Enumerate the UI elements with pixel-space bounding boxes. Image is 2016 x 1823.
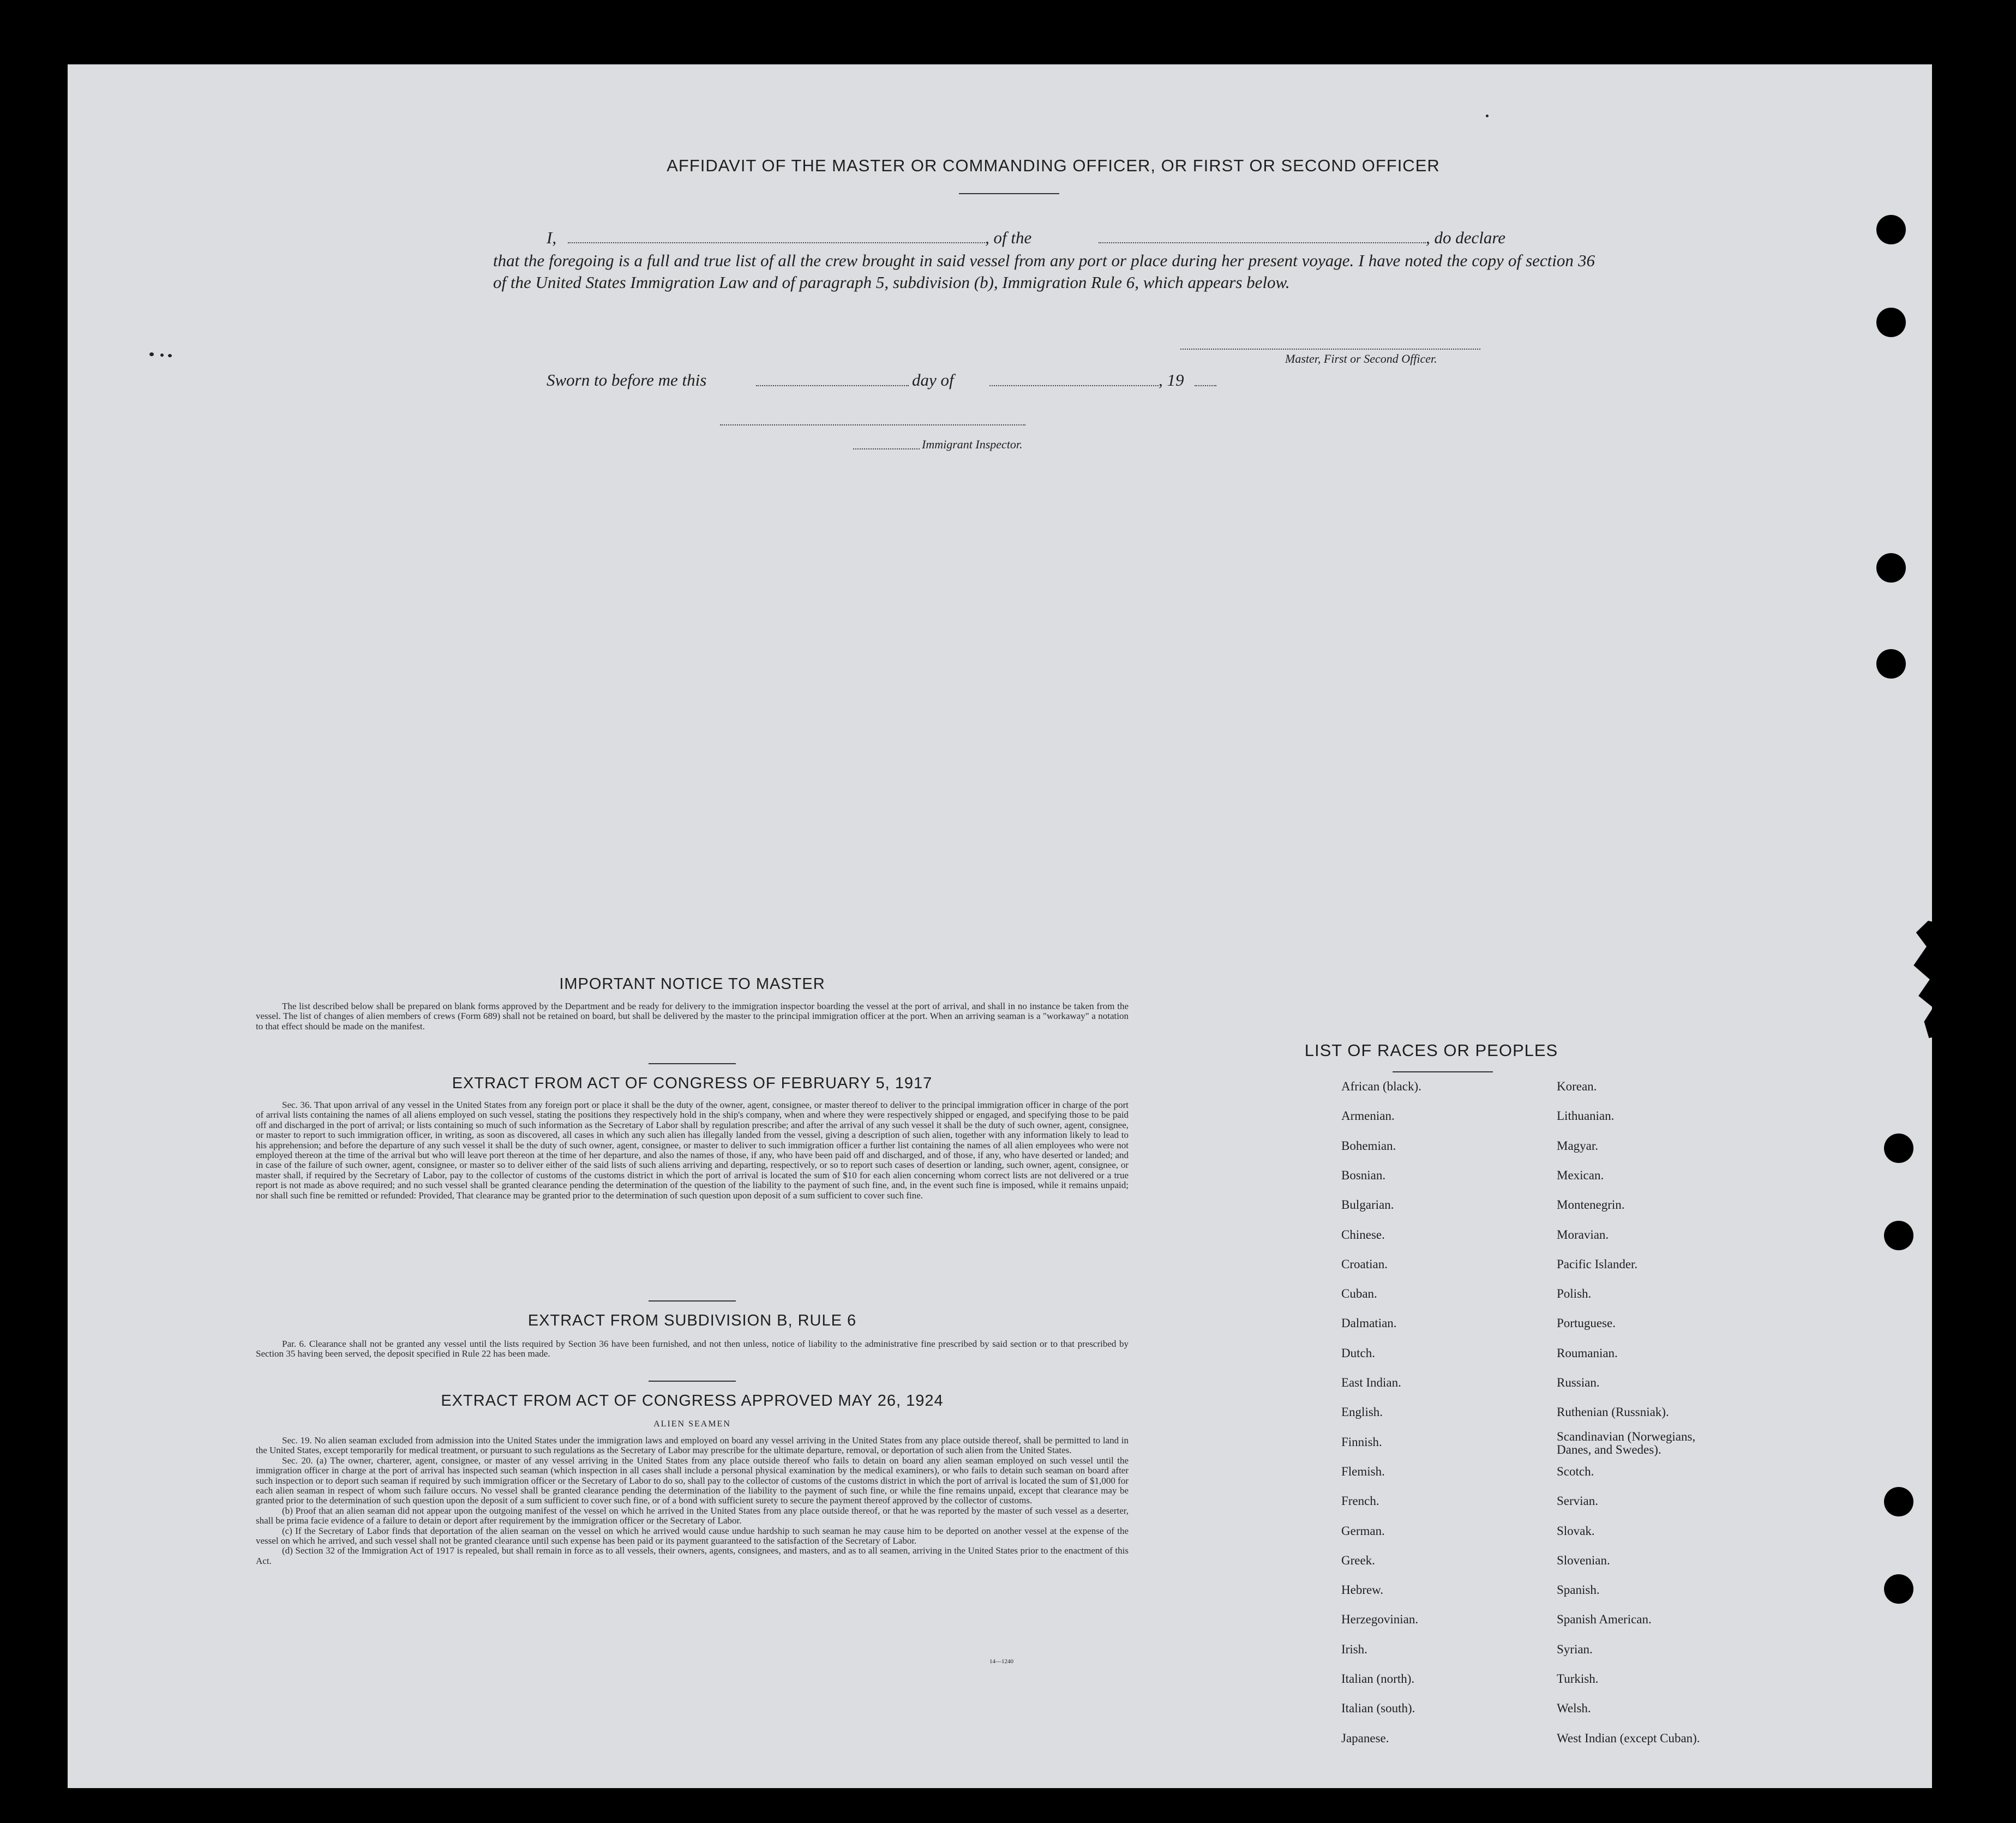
punch-hole	[1884, 1487, 1913, 1516]
punch-hole	[1876, 553, 1906, 583]
section-rule	[649, 1381, 736, 1382]
race-item: Korean.	[1557, 1080, 1597, 1093]
race-item: Lithuanian.	[1557, 1109, 1615, 1123]
extract3-subtitle: ALIEN SEAMEN	[653, 1419, 731, 1429]
document-page	[68, 64, 1932, 1788]
race-item: English.	[1341, 1405, 1383, 1419]
sec-20d-paragraph: (d) Section 32 of the Immigration Act of 1917 is repealed, but shall remain in force as to all vessels, their owners, agents, consignees, and masters, and as to all seamen, arriving in the United States prior to the enactment of this Act.	[256, 1545, 1129, 1566]
notice-text	[256, 1002, 1129, 1032]
race-item: Armenian.	[1341, 1109, 1395, 1123]
race-item: Turkish.	[1557, 1672, 1599, 1686]
master-label: Master, First or Second Officer.	[1285, 352, 1437, 365]
sec-19-paragraph: Sec. 19. No alien seaman excluded from admission into the United States under the immigration laws and employed on board any vessel arriving in the United States from any place outside thereof, shall be permitted to land in the United States, except temporarily for medical treatment, or pursuant to such regulations as the Secretary of Labor may prescribe for the ultimate departure, removal, or deportation of such alien from the United States.	[256, 1435, 1129, 1456]
race-item: Servian.	[1557, 1494, 1599, 1508]
year-blank	[1195, 385, 1216, 386]
race-item: Herzegovinian.	[1341, 1612, 1419, 1627]
extract2-text	[256, 1339, 1129, 1359]
race-item: Hebrew.	[1341, 1583, 1384, 1597]
race-item: Scotch.	[1557, 1464, 1594, 1478]
race-item: Portuguese.	[1557, 1316, 1616, 1330]
race-item: Russian.	[1557, 1376, 1600, 1389]
section-36-paragraph: Sec. 36. That upon arrival of any vessel in the United States from any foreign port or place it shall be the duty of the owner, agent, consignee, or master thereof to deliver to the principal immigration officer in charge of the port of arrival lists containing the names of all aliens employed on such vessel, stating the positions they respectively hold in the ship's company, when and where they were respectively shipped or engaged, and specifying those to be paid off and discharged in the port of arrival; or lists containing so much of such information as the Secretary of Labor shall by regulation prescribe; and after the arrival of any such vessel it shall be the duty of such owner, agent, consignee, or master to report to such immigration officer, in writing, as soon as discovered, all cases in which any such alien has illegally landed from the vessel, giving a description of such alien, together with any information likely to lead to his apprehension; and before the departure of any such vessel it shall be the duty of such owner, agent, consignee, or master to deliver to such immigration officer a further list containing the names of all alien employees who were not employed thereon at the time of the arrival but who will leave port thereon at the time of her departure, and also the names of those, if any, who have been paid off and discharged, and of those, if any, who have deserted or landed; and in case of the failure of such owner, agent, consignee, or master so to deliver either of the said lists of such aliens arriving and departing, respectively, or so to report such cases of desertion or landing, such owner, agent, consignee, or master shall, if required by the Secretary of Labor, pay to the collector of customs of the customs district in which the port of arrival is located the sum of $10 for each alien concerning whom correct lists are not delivered or a true report is not made as above required; and no such vessel shall be granted clearance pending the determination of the question of the liability to the payment of such fine, and, in the event such fine is imposed, while it remains unpaid; nor shall such fine be remitted or refunded: Provided, That clearance may be granted prior to the determination of such question upon deposit of a sum sufficient to cover such fine.	[256, 1100, 1129, 1201]
notice-paragraph: The list described below shall be prepared on blank forms approved by the Department and be ready for delivery to the immigration inspector boarding the vessel at the port of arrival, and shall in no instance be taken from the vessel. The list of changes of alien members of crews (Form 689) shall not be retained on board, but shall be delivered by the master to the principal immigration officer at the port. When an arriving seaman is a "workaway" a notation to that effect should be made on the manifest.	[256, 1001, 1129, 1032]
race-item: Italian (south).	[1341, 1701, 1415, 1716]
race-item: Spanish American.	[1557, 1612, 1652, 1627]
race-item: Irish.	[1341, 1642, 1367, 1656]
title-rule	[959, 193, 1059, 194]
race-item: Syrian.	[1557, 1642, 1593, 1656]
punch-hole	[1884, 1574, 1913, 1604]
sec-20c-paragraph: (c) If the Secretary of Labor finds that deportation of the alien seaman on the vessel on which he arrived would cause undue hardship to such seaman he may cause him to be deported on another vessel at the expense of the vessel on which he arrived, and such vessel shall not be granted clearance until such expense has been paid or its payment guaranteed to the satisfaction of the Secretary of Labor.	[256, 1525, 1129, 1546]
inspector-signature-line	[720, 424, 1025, 425]
race-item: French.	[1341, 1494, 1379, 1508]
race-item: Moravian.	[1557, 1227, 1609, 1242]
race-item: Cuban.	[1341, 1287, 1377, 1301]
race-item: Scandinavian (Norwegians, Danes, and Swedes).	[1557, 1429, 1696, 1456]
speck	[160, 353, 164, 357]
race-item: East Indian.	[1341, 1376, 1401, 1389]
race-item: Pacific Islander.	[1557, 1257, 1638, 1271]
punch-hole	[1876, 649, 1906, 679]
par-6-paragraph: Par. 6. Clearance shall not be granted any vessel until the lists required by Section 36 have been furnished, and not then unless, notice of liability to the administrative fine prescribed by said section or to that prescribed by Section 35 having been served, the deposit specified in Rule 22 has been made.	[256, 1339, 1129, 1359]
day-of-text: day of	[912, 370, 954, 389]
sworn-text: Sworn to before me this	[547, 370, 707, 389]
race-item: Roumanian.	[1557, 1346, 1618, 1360]
race-item: Dalmatian.	[1341, 1316, 1397, 1330]
affidavit-of-the: , of the	[985, 228, 1032, 247]
race-item: Bulgarian.	[1341, 1198, 1394, 1212]
races-title: LIST OF RACES OR PEOPLES	[1304, 1041, 1558, 1060]
name-blank	[568, 242, 985, 243]
race-item: Chinese.	[1341, 1227, 1385, 1242]
race-item: Polish.	[1557, 1287, 1592, 1301]
race-item: Croatian.	[1341, 1257, 1388, 1271]
punch-hole	[1884, 1221, 1913, 1250]
race-item: African (black).	[1341, 1080, 1421, 1093]
race-item: Spanish.	[1557, 1583, 1600, 1597]
extract2-title: EXTRACT FROM SUBDIVISION B, RULE 6	[527, 1312, 857, 1329]
race-item: Greek.	[1341, 1553, 1375, 1567]
notice-title: IMPORTANT NOTICE TO MASTER	[559, 975, 825, 993]
extract1-title: EXTRACT FROM ACT OF CONGRESS OF FEBRUARY 5, 1917	[452, 1075, 933, 1092]
sec-20a-paragraph: Sec. 20. (a) The owner, charterer, agent, consignee, or master of any vessel arriving in the United States from any place outside thereof who fails to detain on board any alien seaman employed on such vessel until the immigration officer in charge at the port of arrival has inspected such seaman (which inspection in all cases shall include a personal physical examination by the medical examiners), or who fails to detain such seaman on board after such inspection or to deport such seaman if required by such immigration officer or the Secretary of Labor to do so, shall pay to the collector of customs of the customs district in which the port of arrival is located the sum of $1,000 for each alien seaman in respect of whom such failure occurs. No vessel shall be granted clearance pending the determination of the liability to the payment of such fine, or while the fine remains unpaid, except that clearance may be granted prior to the determination of such question upon the deposit of a sum sufficient to cover such fine, or of a bond with sufficient surety to secure the payment thereof approved by the collector of customs.	[256, 1455, 1129, 1506]
race-item: Magyar.	[1557, 1138, 1599, 1153]
section-rule	[649, 1063, 736, 1064]
race-item: Italian (north).	[1341, 1672, 1415, 1686]
race-item: Ruthenian (Russniak).	[1557, 1405, 1669, 1419]
race-item: Mexican.	[1557, 1168, 1604, 1182]
affidavit-title: AFFIDAVIT OF THE MASTER OR COMMANDING OFFICER, OR FIRST OR SECOND OFFICER	[667, 156, 1440, 175]
race-item: Japanese.	[1341, 1731, 1389, 1745]
race-item: Flemish.	[1341, 1464, 1385, 1478]
vessel-blank	[1099, 242, 1426, 243]
extract1-text	[256, 1100, 1129, 1201]
race-item: Bosnian.	[1341, 1168, 1386, 1182]
extract3-text	[256, 1436, 1129, 1566]
affidavit-do-declare: , do declare	[1426, 228, 1506, 247]
inspector-label: Immigrant Inspector.	[922, 437, 1023, 451]
race-item: Dutch.	[1341, 1346, 1375, 1360]
section-rule	[649, 1300, 736, 1302]
master-signature-line	[1180, 349, 1480, 350]
race-item: Slovenian.	[1557, 1553, 1610, 1567]
race-item: Montenegrin.	[1557, 1198, 1625, 1212]
race-item: Finnish.	[1341, 1435, 1382, 1449]
race-item: Slovak.	[1557, 1524, 1595, 1538]
affidavit-i: I,	[547, 228, 557, 247]
race-item: German.	[1341, 1524, 1385, 1538]
punch-hole	[1876, 308, 1906, 337]
punch-hole	[1876, 215, 1906, 244]
punch-hole	[1884, 1134, 1913, 1163]
races-title-rule	[1393, 1071, 1493, 1072]
sec-20b-paragraph: (b) Proof that an alien seaman did not appear upon the outgoing manifest of the vessel on which he arrived in the United States from any place outside thereof, or that he was reported by the master of such vessel as a deserter, shall be prima facie evidence of a failure to detain or deport after requirement by the immigration officer or the Secretary of Labor.	[256, 1505, 1129, 1526]
year-text: , 19	[1159, 370, 1184, 389]
form-number: 14—1240	[989, 1658, 1013, 1665]
race-item: Welsh.	[1557, 1701, 1591, 1716]
speck	[168, 354, 172, 357]
torn-edge	[1905, 921, 1932, 1038]
affidavit-paragraph: that the foregoing is a full and true list of all the crew brought in said vessel from any port or place during her present voyage. I have noted the copy of section 36 of the United States Immigration Law and of paragraph 5, subdivision (b), Immigration Rule 6, which appears below.	[493, 251, 1595, 292]
extract3-title: EXTRACT FROM ACT OF CONGRESS APPROVED MAY 26, 1924	[441, 1392, 944, 1410]
sworn-month-blank	[989, 385, 1159, 386]
speck	[149, 352, 154, 356]
race-item: West Indian (except Cuban).	[1557, 1731, 1700, 1745]
race-item: Bohemian.	[1341, 1138, 1396, 1153]
sworn-day-blank	[756, 385, 909, 386]
inspector-short-line	[853, 448, 920, 449]
speck	[1486, 115, 1489, 117]
